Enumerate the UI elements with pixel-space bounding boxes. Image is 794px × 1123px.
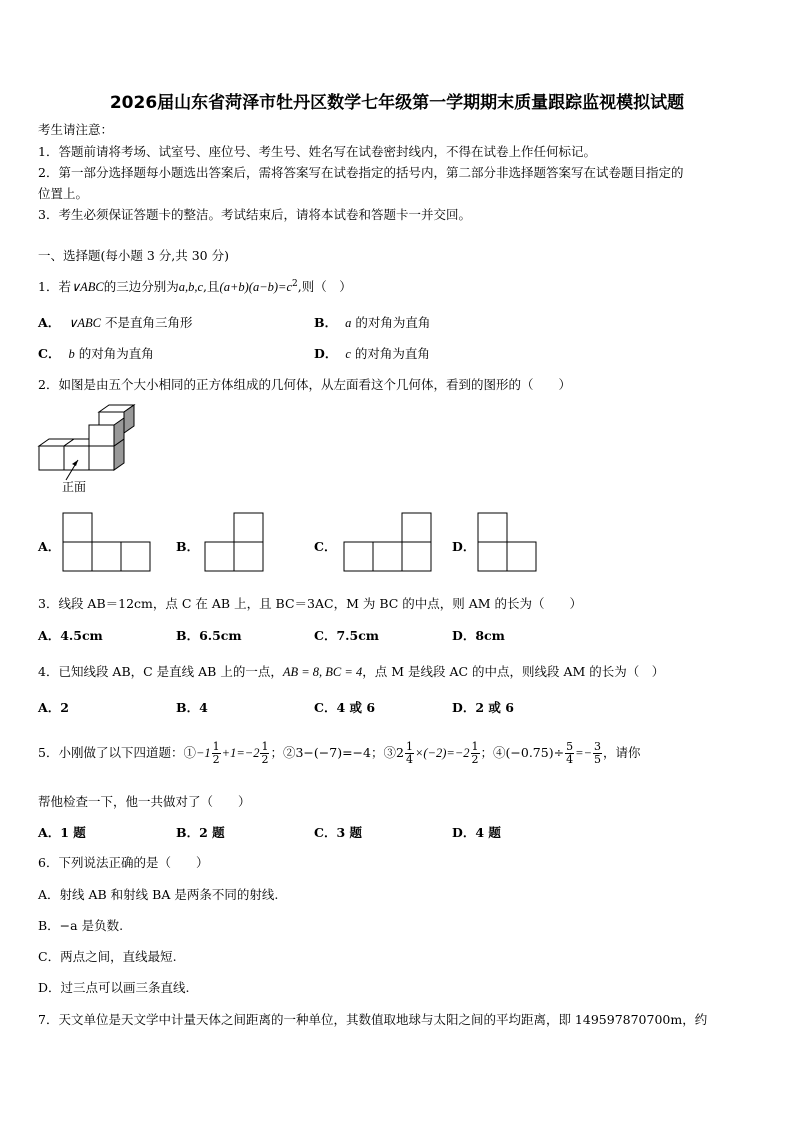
option-math: a [345,316,352,330]
q5-option-c[interactable]: C．3 题 [314,825,362,840]
q5-math: =− [575,746,592,760]
option-text: 不是直角三角形 [104,315,193,330]
q1-stem: ,则（ ） [297,279,352,294]
q1-equation: (a+b)(a−b)=c [219,280,293,294]
option-letter: D． [314,346,338,361]
option-text: 的对角为直角 [355,315,431,330]
q2-option-b-label[interactable]: B． [176,539,200,554]
option-letter: A． [38,315,61,330]
q6-option-c[interactable]: C．两点之间，直线最短. [38,949,177,964]
q5-line2: 帮他检查一下，他一共做对了（ ） [38,794,251,809]
q6-option-d[interactable]: D．过三点可以画三条直线. [38,980,190,995]
question-3: 3．线段 AB＝12cm，点 C 在 AB 上，且 BC＝3AC，M 为 BC 的中点，则 AM 的长为（ ） [38,596,583,611]
q5-math: ；②3−(−7)=−4；③2 [270,745,404,760]
q5-stem: ，请你 [602,745,641,760]
q3-option-a[interactable]: A．4.5cm [38,628,103,643]
q5-math: +1=−2 [221,746,260,760]
fraction: $\frac{3}{5}$ [593,740,601,766]
q1-stem: ,且 [203,279,220,294]
fraction: $\frac{1}{2}$ [261,740,269,766]
notice-heading: 考生请注意： [38,122,114,137]
fraction: $\frac{5}{4}$ [566,740,574,766]
fraction: $\frac{1}{2}$ [471,740,479,766]
question-5 [38,738,640,768]
option-text: 的对角为直角 [354,346,430,361]
q2-option-d-label[interactable]: D． [452,539,476,554]
q2-option-b-figure[interactable] [203,512,265,572]
q1-option-c[interactable] [38,344,154,362]
q3-option-b[interactable]: B．6.5cm [176,628,242,643]
q2-option-c-figure[interactable] [342,512,434,572]
option-letter: B． [314,315,338,330]
q1-triangle: ∨ABC [70,280,104,294]
q1-sides: a,b,c [178,280,204,294]
q4-stem: 4．已知线段 AB，C 是直线 AB 上的一点， [38,664,283,679]
page-title: 2026届山东省菏泽市牡丹区数学七年级第一学期期末质量跟踪监视模拟试题 [109,93,685,113]
q1-option-d[interactable] [314,344,430,362]
q3-option-c[interactable]: C．7.5cm [314,628,380,643]
q1-option-a[interactable] [38,313,192,331]
question-7: 7．天文单位是天文学中计量天体之间距离的一种单位，其数值取地球与太阳之间的平均距离，即 149597870700m，约 [38,1012,708,1027]
q5-stem: 5．小刚做了以下四道题：① [38,745,196,760]
q1-stem: 的三边分别为 [103,279,179,294]
notice-item: 2．第一部分选择题每小题选出答案后，需将答案写在试卷指定的括号内，第二部分非选择题答案写在试卷题目指定的 [38,165,684,180]
fraction: $\frac{1}{4}$ [405,740,413,766]
q1-exponent: 2 [292,278,298,289]
q4-condition: AB = 8, BC = 4 [282,665,363,679]
option-math: c [345,347,351,361]
q4-option-d[interactable]: D．2 或 6 [452,700,514,715]
fraction: $\frac{1}{2}$ [212,740,220,766]
q5-math: −1 [195,746,211,760]
question-6: 6．下列说法正确的是（ ） [38,855,209,870]
front-label: 正面 [62,480,87,494]
question-1 [38,277,352,295]
q1-stem: 1．若 [38,279,71,294]
question-2: 2．如图是由五个大小相同的正方体组成的几何体，从左面看这个几何体，看到的图形的（ ） [38,377,571,392]
q3-option-d[interactable]: D．8cm [452,628,505,643]
q2-option-d-figure[interactable] [476,512,538,572]
q6-option-a[interactable]: A．射线 AB 和射线 BA 是两条不同的射线. [38,887,279,902]
q2-option-c-label[interactable]: C． [314,539,337,554]
question-4 [38,662,664,680]
option-text: 的对角为直角 [78,346,154,361]
option-math: b [68,347,75,361]
q2-option-a-figure[interactable] [62,512,152,572]
q5-math: ；④(−0.75)÷ [480,745,565,760]
q4-option-a[interactable]: A．2 [38,700,69,715]
notice-item: 1．答题前请将考场、试室号、座位号、考生号、姓名写在试卷密封线内，不得在试卷上作任何标记。 [38,144,596,159]
q4-option-b[interactable]: B．4 [176,700,208,715]
q5-math: ×(−2)=−2 [414,746,470,760]
notice-item: 位置上。 [38,186,89,201]
q5-option-b[interactable]: B．2 题 [176,825,225,840]
notice-item: 3．考生必须保证答题卡的整洁。考试结束后，请将本试卷和答题卡一并交回。 [38,207,471,222]
option-letter: C． [38,346,61,361]
q4-option-c[interactable]: C．4 或 6 [314,700,376,715]
q2-option-a-label[interactable]: A． [38,539,61,554]
q5-option-a[interactable]: A．1 题 [38,825,86,840]
q1-option-b[interactable] [314,313,430,331]
q4-stem: ，点 M 是线段 AC 的中点，则线段 AM 的长为（ ） [362,664,665,679]
cube-figure [36,404,146,494]
q6-option-b[interactable]: B．−a 是负数. [38,918,124,933]
section-heading: 一、选择题(每小题 3 分,共 30 分) [38,248,229,263]
option-math: ∨ABC [68,316,101,330]
q5-option-d[interactable]: D．4 题 [452,825,501,840]
